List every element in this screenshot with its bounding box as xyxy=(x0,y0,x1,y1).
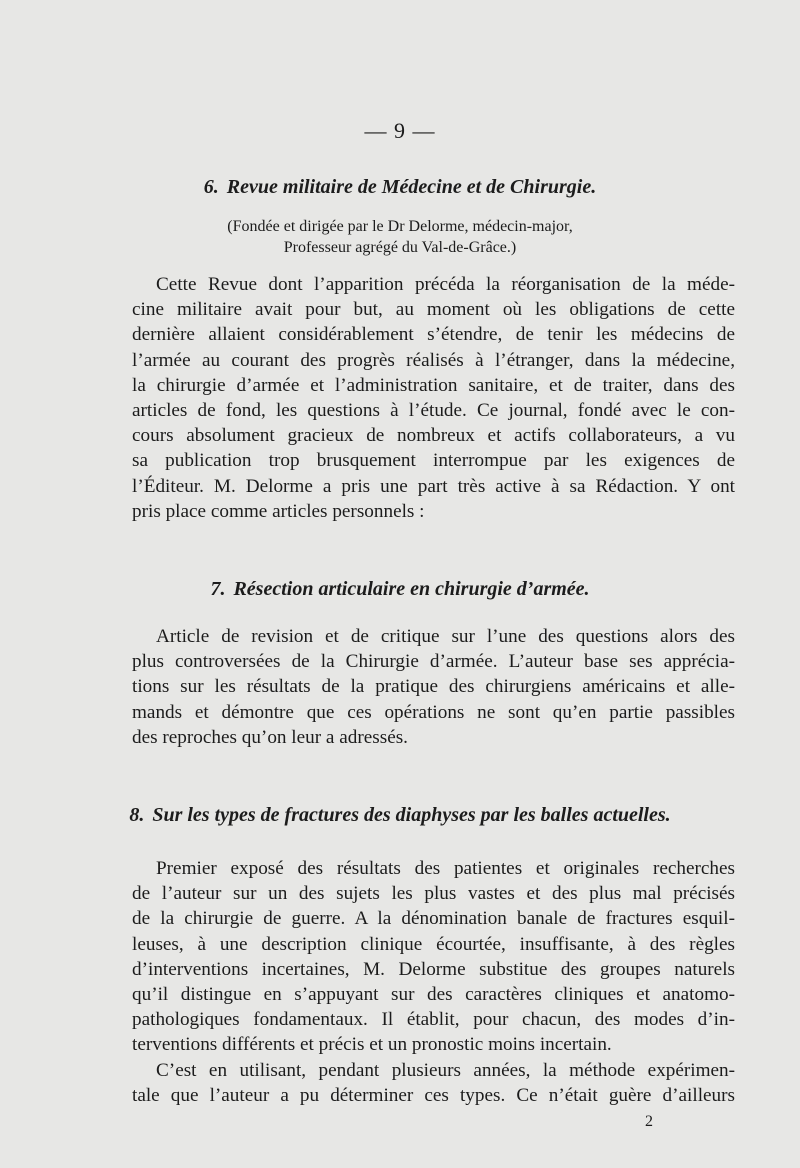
paragraph-line: cine militaire avait pour but, au moment où les obligations de cette xyxy=(132,299,735,321)
section-8-paragraph-1 xyxy=(132,856,735,1058)
paragraph-line: dernière allaient considérablement s’étendre, de tenir les médecins de xyxy=(132,324,735,346)
paragraph-line: la chirurgie d’armée et l’administration sanitaire, et de traiter, dans des xyxy=(132,374,735,396)
page-number: — 9 — xyxy=(364,118,436,143)
paragraph-line: plus controversées de la Chirurgie d’armée. L’auteur base ses apprécia- xyxy=(132,651,735,673)
paragraph-line: d’interventions incertaines, M. Delorme substitue des groupes naturels xyxy=(132,958,735,980)
section-8-heading xyxy=(0,804,800,827)
section-8-number: 8. xyxy=(129,804,145,826)
paragraph-line: de l’auteur sur un des sujets les plus vastes et des plus mal précisés xyxy=(132,883,735,905)
section-6-number: 6. xyxy=(203,176,219,198)
section-6-subtitle-line2: Professeur agrégé du Val-de-Grâce.) xyxy=(283,239,517,256)
paragraph-line: leuses, à une description clinique écourtée, insuffisante, à des règles xyxy=(132,933,735,955)
paragraph-line: Article de revision et de critique sur l’une des questions alors des xyxy=(156,626,735,647)
paragraph-line: l’Éditeur. M. Delorme a pris une part très active à sa Rédaction. Y ont xyxy=(132,475,735,497)
section-7-paragraph xyxy=(132,624,735,750)
paragraph-line: articles de fond, les questions à l’étude. Ce journal, fondé avec le con- xyxy=(132,400,735,422)
paragraph-line: Cette Revue dont l’apparition précéda la réorganisation de la méde- xyxy=(156,274,735,295)
section-6-subtitle-line1: (Fondée et dirigée par le Dr Delorme, médecin-major, xyxy=(227,218,573,235)
paragraph-line: tions sur les résultats de la pratique des chirurgiens américains et alle- xyxy=(132,676,735,698)
paragraph-line: Premier exposé des résultats des patientes et originales recherches xyxy=(156,858,735,879)
paragraph-line: tale que l’auteur a pu déterminer ces types. Ce n’était guère d’ailleurs xyxy=(132,1085,735,1107)
section-6-title: Revue militaire de Médecine et de Chirurgie. xyxy=(226,176,597,198)
paragraph-line: l’armée au courant des progrès réalisés à l’étranger, dans la médecine, xyxy=(132,349,735,371)
paragraph-line: cours absolument gracieux de nombreux et actifs collaborateurs, a vu xyxy=(132,425,735,447)
section-6-heading xyxy=(0,176,800,199)
paragraph-line: des reproches qu’on leur a adressés. xyxy=(132,726,408,748)
paragraph-line: terventions différents et précis et un pronostic moins incertain. xyxy=(132,1034,612,1056)
paragraph-line: mands et démontre que ces opérations ne sont qu’en partie passibles xyxy=(132,701,735,723)
signature-mark: 2 xyxy=(645,1113,653,1130)
paragraph-line: pris place comme articles personnels : xyxy=(132,500,425,522)
paragraph-line: qu’il distingue en s’appuyant sur des caractères cliniques et anatomo- xyxy=(132,984,735,1006)
section-7-number: 7. xyxy=(210,578,226,600)
paragraph-line: pathologiques fondamentaux. Il établit, pour chacun, des modes d’in- xyxy=(132,1009,735,1031)
paragraph-line: C’est en utilisant, pendant plusieurs années, la méthode expérimen- xyxy=(156,1060,735,1081)
paragraph-line: sa publication trop brusquement interrompue par les exigences de xyxy=(132,450,735,472)
section-7-title: Résection articulaire en chirurgie d’armée. xyxy=(233,578,590,600)
section-7-heading xyxy=(0,578,800,601)
section-6-paragraph xyxy=(132,272,735,524)
section-8-paragraph-2 xyxy=(132,1058,735,1108)
paragraph-line: de la chirurgie de guerre. A la dénomination banale de fractures esquil- xyxy=(132,908,735,930)
section-8-title: Sur les types de fractures des diaphyses par les balles actuelles. xyxy=(152,804,671,826)
